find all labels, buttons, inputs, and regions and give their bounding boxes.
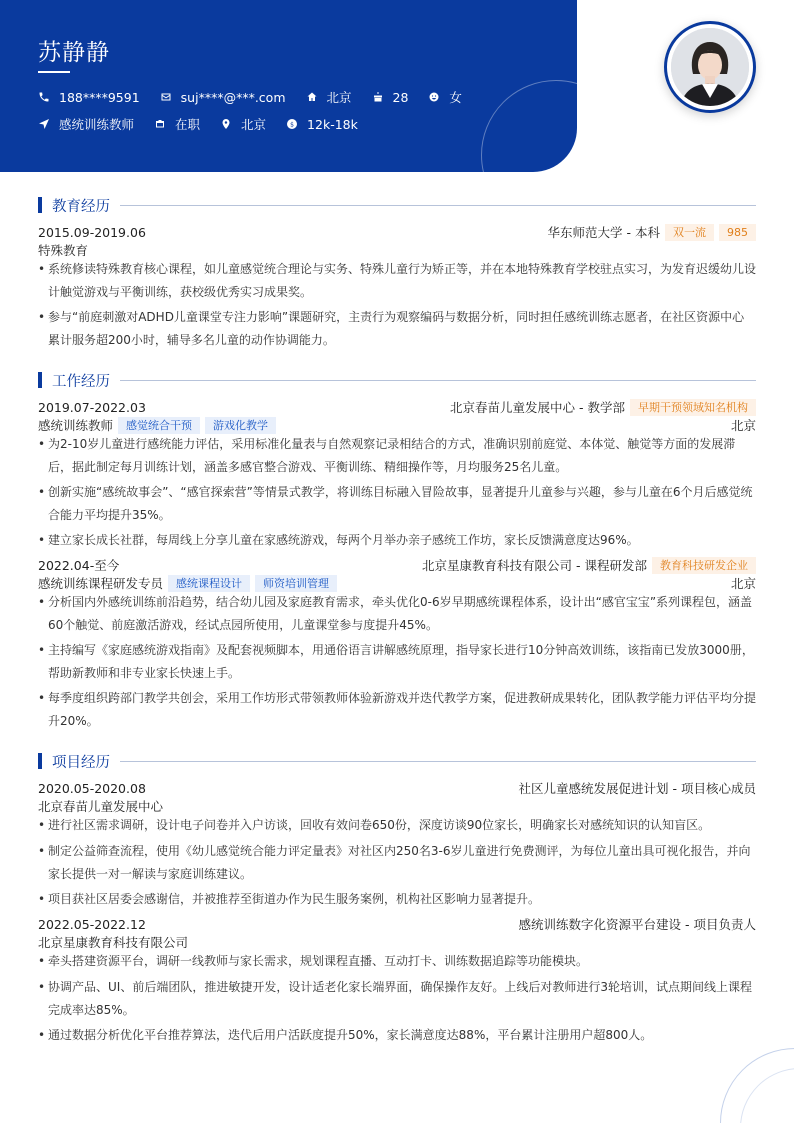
work-bullet: • 每季度组织跨部门教学共创会，采用工作坊形式带领教师体验新游戏并迭代教学方案，促进教研成果转化，团队教学能力评估平均分提升20%。 xyxy=(38,687,756,732)
home-icon xyxy=(306,91,318,103)
section-bar xyxy=(38,197,42,213)
target-city-text: 北京 xyxy=(241,117,267,132)
money-icon xyxy=(286,118,298,130)
project-bullet: • 制定公益筛查流程，使用《幼儿感觉统合能力评定量表》对社区内250名3-6岁儿童进行免费测评，为每位儿童出具可视化报告，并向家长提供一对一解读与家庭训练建议。 xyxy=(38,840,756,885)
city-item xyxy=(306,88,352,106)
header-banner xyxy=(0,0,577,172)
salary-item xyxy=(286,117,358,132)
candidate-name: 苏静静 xyxy=(38,40,110,66)
job-target-item xyxy=(38,115,134,133)
work-position-row xyxy=(38,574,756,592)
phone-item xyxy=(38,90,140,105)
work-position: 感统训练课程研发专员 xyxy=(38,576,164,591)
work-position-row xyxy=(38,416,756,434)
skill-tag: 游戏化教学 xyxy=(205,417,276,434)
age-text: 28 xyxy=(392,89,409,105)
work-bullet: • 创新实施“感统故事会”、“感官探索营”等情景式教学，将训练目标融入冒险故事，显著提升儿童参与兴趣，参与儿童在6个月后感觉统合能力平均提升35%。 xyxy=(38,481,756,526)
work-bullet: • 主持编写《家庭感统游戏指南》及配套视频脚本，用通俗语言讲解感统原理，指导家长进行10分钟高效训练，该指南已发放3000册，帮助新教师和非专业家长快速上手。 xyxy=(38,639,756,684)
project-org: 北京春苗儿童发展中心 xyxy=(38,799,164,814)
work-position: 感统训练教师 xyxy=(38,418,114,433)
project-period: 2020.05-2020.08 xyxy=(38,780,146,796)
project-bullet: • 进行社区需求调研，设计电子问卷并入户访谈，回收有效问卷650份，深度访谈90位家长，明确家长对感统知识的认知盲区。 xyxy=(38,814,756,837)
city-text: 北京 xyxy=(326,90,352,105)
briefcase-icon xyxy=(154,118,166,130)
company-tag: 早期干预领域知名机构 xyxy=(630,399,756,416)
gender-item xyxy=(428,88,462,106)
job-target-text: 感统训练教师 xyxy=(59,117,135,132)
svg-text:$: $ xyxy=(290,121,294,129)
project-org-row xyxy=(38,797,756,815)
company-tag: 教育科技研发企业 xyxy=(652,557,756,574)
work-period: 2019.07-2022.03 xyxy=(38,399,146,415)
section-project-title xyxy=(38,752,756,770)
education-bullet: • 参与“前庭刺激对ADHD儿童课堂专注力影响”课题研究，主责行为观察编码与数据分析，同时担任感统训练志愿者，在社区资源中心累计服务超200小时，辅导多名儿童的动作协调能力。 xyxy=(38,306,756,351)
send-icon xyxy=(38,118,50,130)
project-org-row xyxy=(38,933,756,951)
name-underline xyxy=(38,71,70,73)
work-bullet: • 分析国内外感统训练前沿趋势，结合幼儿园及家庭教育需求，牵头优化0-6岁早期感统课程体系，设计出“感官宝宝”系列课程包，涵盖60个触觉、前庭激活游戏，经试点园所使用，儿童课堂参与度提升45%。 xyxy=(38,591,756,636)
section-title-text: 项目经历 xyxy=(52,754,110,771)
project-org: 北京星康教育科技有限公司 xyxy=(38,935,189,950)
work-company: 北京星康教育科技有限公司 - 课程研发部 xyxy=(422,558,647,573)
education-period: 2015.09-2019.06 xyxy=(38,224,146,240)
gender-icon xyxy=(428,91,440,103)
education-tag: 985 xyxy=(719,224,756,241)
job-info-row xyxy=(38,115,378,133)
work-header-row xyxy=(38,556,756,574)
status-item xyxy=(154,115,200,133)
project-period: 2022.05-2022.12 xyxy=(38,916,146,932)
location-icon xyxy=(220,118,232,130)
section-title-text: 工作经历 xyxy=(52,373,110,390)
gender-text: 女 xyxy=(449,90,462,105)
contact-row xyxy=(38,88,482,106)
avatar xyxy=(671,28,749,106)
skill-tag: 师资培训管理 xyxy=(255,575,337,592)
work-period: 2022.04-至今 xyxy=(38,558,120,573)
education-tag: 双一流 xyxy=(665,224,714,241)
section-divider xyxy=(120,380,756,381)
work-city: 北京 xyxy=(730,418,756,433)
project-name-role: 感统训练数字化资源平台建设 - 项目负责人 xyxy=(518,917,756,932)
education-major-row xyxy=(38,241,756,259)
phone-text: 188****9591 xyxy=(59,89,140,105)
mail-icon xyxy=(160,91,172,103)
decorative-circle xyxy=(481,80,577,172)
section-bar xyxy=(38,753,42,769)
work-city: 北京 xyxy=(730,576,756,591)
section-divider xyxy=(120,205,756,206)
work-header-row xyxy=(38,398,756,416)
skill-tag: 感统课程设计 xyxy=(168,575,250,592)
target-city-item xyxy=(220,115,266,133)
section-title-text: 教育经历 xyxy=(52,198,110,215)
status-text: 在职 xyxy=(175,117,201,132)
project-bullet: • 牵头搭建资源平台，调研一线教师与家长需求，规划课程直播、互动打卡、训练数据追踪等功能模块。 xyxy=(38,950,756,973)
project-header-row xyxy=(38,779,756,797)
section-bar xyxy=(38,372,42,388)
project-name-role: 社区儿童感统发展促进计划 - 项目核心成员 xyxy=(518,781,756,796)
project-bullet: • 通过数据分析优化平台推荐算法，迭代后用户活跃度提升50%，家长满意度达88%，平台累计注册用户超800人。 xyxy=(38,1024,756,1047)
section-work-title xyxy=(38,371,756,389)
section-divider xyxy=(120,761,756,762)
salary-text: 12k-18k xyxy=(307,116,358,132)
age-item xyxy=(372,90,409,105)
work-company: 北京春苗儿童发展中心 - 教学部 xyxy=(450,400,625,415)
avatar-frame xyxy=(664,21,756,113)
education-bullet: • 系统修读特殊教育核心课程，如儿童感觉统合理论与实务、特殊儿童行为矫正等，并在本地特殊教育学校驻点实习，为发育迟缓幼儿设计触觉游戏与平衡训练，获校级优秀实习成果奖。 xyxy=(38,258,756,303)
project-header-row xyxy=(38,915,756,933)
email-text: suj****@***.com xyxy=(180,89,286,105)
work-bullet: • 建立家长成长社群，每周线上分享儿童在家感统游戏，每两个月举办亲子感统工作坊，家长反馈满意度达96%。 xyxy=(38,529,756,552)
section-education-title xyxy=(38,196,756,214)
email-item xyxy=(160,90,286,105)
phone-icon xyxy=(38,91,50,103)
education-major: 特殊教育 xyxy=(38,243,89,258)
work-bullet: • 为2-10岁儿童进行感统能力评估，采用标准化量表与自然观察记录相结合的方式，准确识别前庭觉、本体觉、触觉等方面的发展滞后，据此制定每月训练计划，涵盖多感官整合游戏、平衡训练、精细操作等，月均服务25名儿童。 xyxy=(38,433,756,478)
education-header-row xyxy=(38,223,756,241)
skill-tag: 感觉统合干预 xyxy=(118,417,200,434)
project-bullet: • 项目获社区居委会感谢信，并被推荐至街道办作为民生服务案例，机构社区影响力显著提升。 xyxy=(38,888,756,911)
project-bullet: • 协调产品、UI、前后端团队，推进敏捷开发，设计适老化家长端界面，确保操作友好。上线后对教师进行3轮培训，试点期间线上课程完成率达85%。 xyxy=(38,976,756,1021)
cake-icon xyxy=(372,91,384,103)
education-school: 华东师范大学 - 本科 xyxy=(547,225,660,240)
